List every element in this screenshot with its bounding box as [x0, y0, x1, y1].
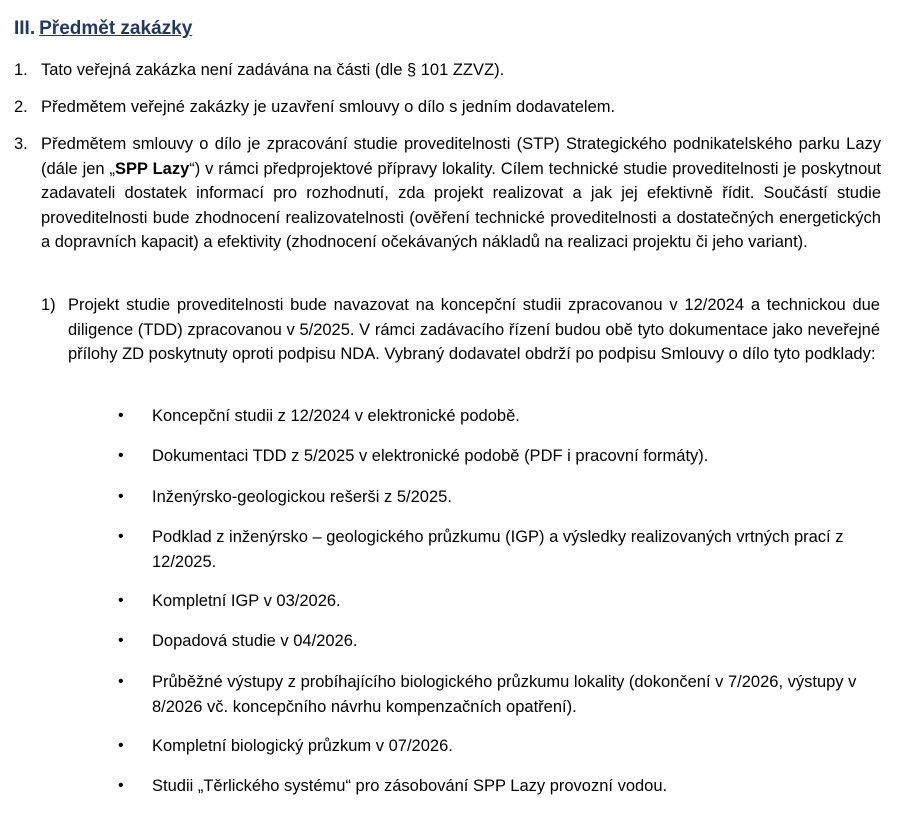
list-item-3: [0, 132, 923, 282]
bullet-icon: •: [118, 488, 124, 505]
list-item-number: 2.: [14, 98, 28, 116]
defined-term: SPP Lazy: [114, 159, 190, 178]
bullet-item: [0, 629, 923, 655]
bullet-text: Průběžné výstupy z probíhajícího biologického průzkumu lokality (dokončení v 7/2026, výstupy v 8/2026 vč. koncepčního návrhu kompenzačních opatření).: [152, 673, 857, 716]
bullet-icon: •: [118, 447, 124, 464]
bullet-item: [0, 670, 923, 720]
list-item-2: [0, 95, 923, 121]
sub-list-item: [0, 293, 923, 393]
bullet-icon: •: [118, 737, 124, 754]
bullet-text: Dokumentaci TDD z 5/2025 v elektronické podobě (PDF i pracovní formáty).: [152, 447, 709, 465]
bullet-text: Dopadová studie v 04/2026.: [152, 632, 358, 650]
bullet-item: [0, 774, 923, 800]
list-item-text: Tato veřejná zakázka není zadávána na části (dle § 101 ZZVZ).: [41, 61, 505, 79]
bullet-text: Studii „Těrlického systému“ pro zásobování SPP Lazy provozní vodou.: [152, 777, 668, 795]
list-item-number: 1.: [14, 61, 28, 79]
bullet-icon: •: [118, 528, 124, 545]
text-part: “) v rámci předprojektové přípravy lokality. Cílem technické studie proveditelnosti je poskytnout zadavateli dostatek informací pro rozhodnutí, zda projekt realizovat a jak jej efektivně řídit. Součástí studie proveditelnosti bude zhodnocení realizovatelnosti (ověření technické proveditelnosti a dostatečných energetických a dopravních kapacit) a efektivity (zhodnocení očekávaných nákladů na realizaci projektu či jeho variant).: [41, 159, 882, 251]
bullet-item: [0, 734, 923, 760]
bullet-icon: •: [118, 592, 124, 609]
bullet-text: Podklad z inženýrsko – geologického průzkumu (IGP) a výsledky realizovaných vrtných prací z 12/2025.: [152, 528, 844, 571]
bullet-item: [0, 589, 923, 615]
list-item-text: [41, 132, 881, 255]
section-heading: [14, 18, 192, 40]
sub-list-item-number: 1): [41, 296, 56, 314]
bullet-icon: •: [118, 777, 124, 794]
bullet-text: Kompletní biologický průzkum v 07/2026.: [152, 737, 453, 755]
bullet-icon: •: [118, 407, 124, 424]
bullet-item: [0, 485, 923, 511]
bullet-item: [0, 525, 923, 575]
bullet-text: Koncepční studii z 12/2024 v elektronické podobě.: [152, 407, 520, 425]
bullet-text: Inženýrsko-geologickou rešerši z 5/2025.: [152, 488, 452, 506]
bullet-icon: •: [118, 673, 124, 690]
bullet-item: [0, 404, 923, 430]
list-item-number: 3.: [14, 135, 28, 153]
bullet-text: Kompletní IGP v 03/2026.: [152, 592, 341, 610]
bullet-icon: •: [118, 632, 124, 649]
list-item-text: Předmětem veřejné zakázky je uzavření smlouvy o dílo s jedním dodavatelem.: [41, 98, 616, 116]
sub-list-item-text: Projekt studie proveditelnosti bude navazovat na koncepční studii zpracovanou v 12/2024 a technickou due diligence (TDD) zpracovanou v 5/2025. V rámci zadávacího řízení budou obě tyto dokumentace jako neveřejné přílohy ZD poskytnuty oproti podpisu NDA. Vybraný dodavatel obdrží po podpisu Smlouvy o dílo tyto podklady:: [68, 296, 880, 363]
bullet-item: [0, 444, 923, 470]
text-part: Předmětem smlouvy o dílo je zpracování studie proveditelnosti (STP) Strategického podnikatelského parku Lazy (dále jen „: [41, 135, 881, 178]
section-title: Předmět zakázky: [39, 18, 193, 39]
section-number: III.: [14, 18, 36, 39]
list-item-1: [0, 58, 923, 84]
